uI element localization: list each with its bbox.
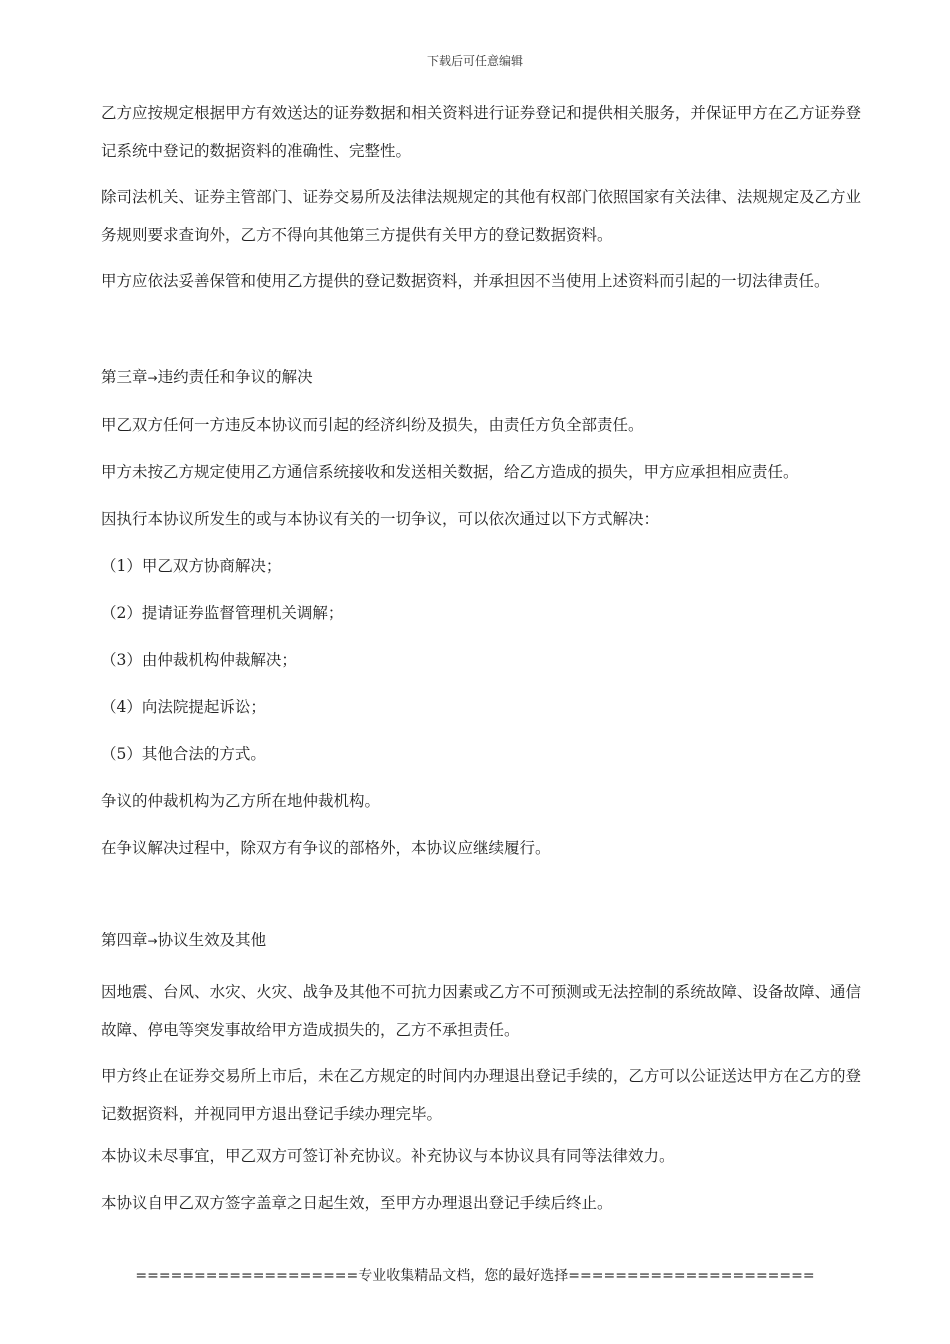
page-footer: ===================专业收集精品文档，您的最好选择=====================: [135, 1268, 815, 1284]
list-item-arbitration: （3）由仲裁机构仲裁解决；: [101, 651, 297, 669]
list-item-litigation: （4）向法院提起诉讼；: [101, 698, 266, 716]
paragraph-breach-liability: 甲乙双方任何一方违反本协议而引起的经济纠纷及损失，由责任方负全部责任。: [101, 416, 644, 434]
chapter-four-title: [101, 925, 861, 956]
paragraph-continued-performance: 在争议解决过程中，除双方有争议的部格外，本协议应继续履行。: [101, 839, 551, 857]
list-item-mediation: （2）提请证券监督管理机关调解；: [101, 604, 344, 622]
paragraph-data-confidentiality: 除司法机关、证券主管部门、证券交易所及法律法规规定的其他有权部门依照国家有关法律、法规规定及乙方业务规则要求查询外，乙方不得向其他第三方提供有关甲方的登记数据资料。: [101, 188, 861, 244]
paragraph-securities-registration: 乙方应按规定根据甲方有效送达的证券数据和相关资料进行证券登记和提供相关服务，并保证甲方在乙方证券登记系统中登记的数据资料的准确性、完整性。: [101, 104, 861, 160]
chapter-three-title: [101, 362, 861, 393]
page-header: 下载后可任意编辑: [426, 54, 523, 68]
chapter-four-number: 第四章: [101, 931, 148, 949]
arrow-icon: →: [147, 371, 158, 385]
paragraph-arbitration-body: 争议的仲裁机构为乙方所在地仲裁机构。: [101, 792, 381, 810]
paragraph-effectiveness: 本协议自甲乙双方签字盖章之日起生效，至甲方办理退出登记手续后终止。: [101, 1194, 613, 1212]
paragraph-data-safekeeping: 甲方应依法妥善保管和使用乙方提供的登记数据资料，并承担因不当使用上述资料而引起的一切法律责任。: [101, 272, 830, 290]
paragraph-dispute-resolution: 因执行本协议所发生的或与本协议有关的一切争议，可以依次通过以下方式解决：: [101, 510, 660, 528]
chapter-three-number: 第三章: [101, 368, 148, 386]
document-body: [101, 94, 861, 1235]
chapter-four-heading: 协议生效及其他: [157, 931, 267, 949]
arrow-icon: →: [147, 934, 158, 948]
chapter-three-heading: 违约责任和争议的解决: [157, 368, 313, 386]
paragraph-communication-liability: 甲方未按乙方规定使用乙方通信系统接收和发送相关数据，给乙方造成的损失，甲方应承担相应责任。: [101, 463, 799, 481]
paragraph-force-majeure: 因地震、台风、水灾、火灾、战争及其他不可抗力因素或乙方不可预测或无法控制的系统故障、设备故障、通信故障、停电等突发事故给甲方造成损失的，乙方不承担责任。: [101, 983, 861, 1039]
paragraph-supplementary-agreement: 本协议未尽事宜，甲乙双方可签订补充协议。补充协议与本协议具有同等法律效力。: [101, 1147, 675, 1165]
list-item-other-means: （5）其他合法的方式。: [101, 745, 266, 763]
list-item-negotiation: （1）甲乙双方协商解决；: [101, 557, 282, 575]
paragraph-delisting: 甲方终止在证券交易所上市后，未在乙方规定的时间内办理退出登记手续的，乙方可以公证送达甲方在乙方的登记数据资料，并视同甲方退出登记手续办理完毕。: [101, 1067, 861, 1123]
